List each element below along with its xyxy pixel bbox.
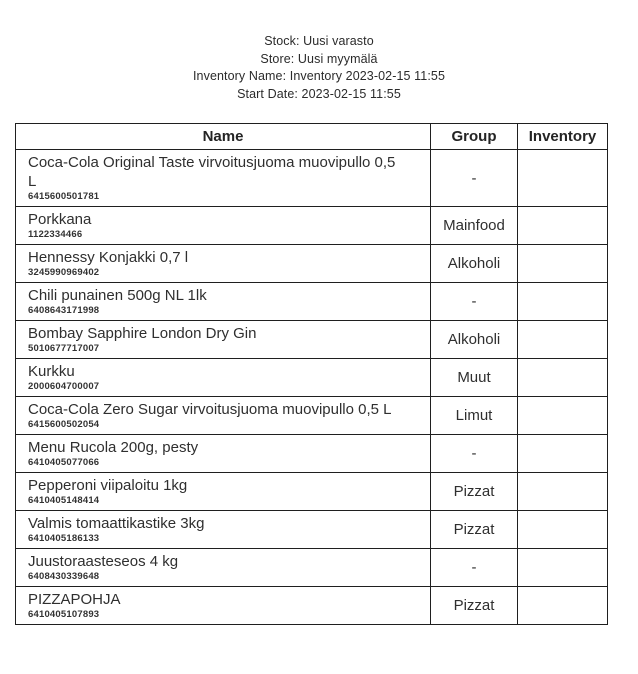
- inventory-cell: [518, 435, 608, 473]
- product-code: 6410405107893: [28, 609, 100, 620]
- store-line: Store: Uusi myymälä: [260, 51, 378, 66]
- product-cell: [16, 283, 431, 321]
- group-cell: -: [431, 435, 518, 473]
- product-cell: [16, 587, 431, 625]
- column-header-group: Group: [431, 124, 518, 150]
- inventory-cell: [518, 397, 608, 435]
- product-cell: [16, 473, 431, 511]
- group-cell: Alkoholi: [431, 245, 518, 283]
- product-cell: [16, 397, 431, 435]
- product-name: Bombay Sapphire London Dry Gin: [28, 325, 257, 342]
- table-row: [16, 321, 608, 359]
- table-row: [16, 359, 608, 397]
- group-cell: -: [431, 549, 518, 587]
- product-code: 6408643171998: [28, 305, 100, 316]
- product-name: Valmis tomaattikastike 3kg: [28, 515, 205, 532]
- product-cell: [16, 245, 431, 283]
- table-row: [16, 549, 608, 587]
- table-row: [16, 511, 608, 549]
- table-head: [16, 124, 608, 150]
- inventory-cell: [518, 587, 608, 625]
- product-name: PIZZAPOHJA: [28, 591, 121, 608]
- product-name: Kurkku: [28, 363, 75, 380]
- table-row: [16, 473, 608, 511]
- inventory-cell: [518, 245, 608, 283]
- group-cell: -: [431, 150, 518, 207]
- product-name: Juustoraasteseos 4 kg: [28, 553, 179, 570]
- product-cell: [16, 321, 431, 359]
- inventory-cell: [518, 473, 608, 511]
- table-row: [16, 207, 608, 245]
- group-cell: Alkoholi: [431, 321, 518, 359]
- product-cell: [16, 435, 431, 473]
- table-row: [16, 150, 608, 207]
- product-code: 3245990969402: [28, 267, 100, 278]
- product-cell: [16, 549, 431, 587]
- product-code: 2000604700007: [28, 381, 100, 392]
- report-header: [0, 0, 638, 103]
- group-cell: Pizzat: [431, 473, 518, 511]
- column-header-inventory: Inventory: [518, 124, 608, 150]
- product-name: Coca-Cola Original Taste virvoitusjuoma muovipullo 0,5 L: [28, 154, 396, 190]
- table-row: [16, 283, 608, 321]
- group-cell: Pizzat: [431, 587, 518, 625]
- inventory-cell: [518, 283, 608, 321]
- product-code: 6410405186133: [28, 533, 100, 544]
- product-code: 6410405148414: [28, 495, 100, 506]
- table-row: [16, 397, 608, 435]
- group-cell: Limut: [431, 397, 518, 435]
- product-name: Chili punainen 500g NL 1lk: [28, 287, 207, 304]
- product-name: Coca-Cola Zero Sugar virvoitusjuoma muovipullo 0,5 L: [28, 401, 392, 418]
- inventory-cell: [518, 511, 608, 549]
- product-code: 6415600502054: [28, 419, 100, 430]
- table-row: [16, 435, 608, 473]
- inventory-cell: [518, 549, 608, 587]
- group-cell: Mainfood: [431, 207, 518, 245]
- table-row: [16, 587, 608, 625]
- column-header-name: Name: [16, 124, 431, 150]
- product-code: 5010677717007: [28, 343, 100, 354]
- table-row: [16, 245, 608, 283]
- product-cell: [16, 207, 431, 245]
- table-header-row: [16, 124, 608, 150]
- start-date-line: Start Date: 2023-02-15 11:55: [237, 86, 401, 101]
- inventory-cell: [518, 150, 608, 207]
- product-name: Hennessy Konjakki 0,7 l: [28, 249, 189, 266]
- inventory-name-line: Inventory Name: Inventory 2023-02-15 11:55: [192, 69, 446, 83]
- inventory-cell: [518, 359, 608, 397]
- product-name: Porkkana: [28, 211, 92, 228]
- product-cell: [16, 511, 431, 549]
- inventory-cell: [518, 321, 608, 359]
- product-cell: [16, 359, 431, 397]
- group-cell: -: [431, 283, 518, 321]
- product-code: 1122334466: [28, 229, 83, 240]
- product-code: 6415600501781: [28, 191, 100, 202]
- inventory-table: [15, 123, 608, 625]
- product-name: Menu Rucola 200g, pesty: [28, 439, 199, 456]
- product-code: 6410405077066: [28, 457, 100, 468]
- stock-line: Stock: Uusi varasto: [264, 34, 374, 48]
- product-name: Pepperoni viipaloitu 1kg: [28, 477, 188, 494]
- product-cell: [16, 150, 431, 207]
- inventory-cell: [518, 207, 608, 245]
- table-body: [16, 150, 608, 625]
- product-code: 6408430339648: [28, 571, 100, 582]
- group-cell: Muut: [431, 359, 518, 397]
- group-cell: Pizzat: [431, 511, 518, 549]
